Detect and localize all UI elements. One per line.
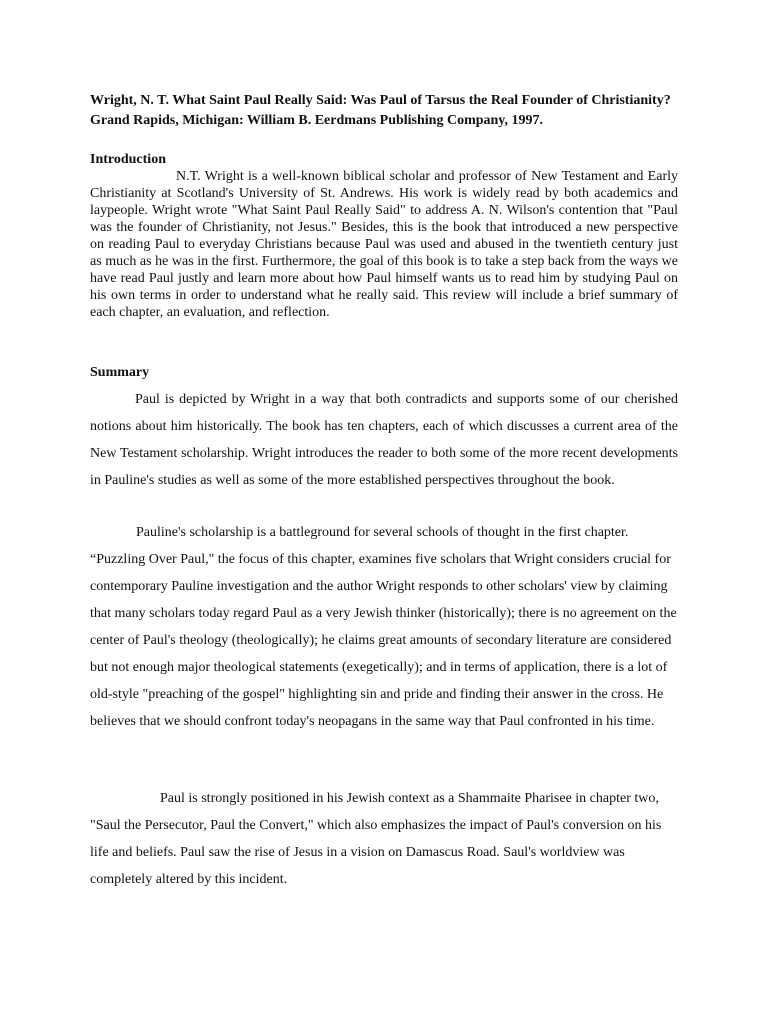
summary-paragraph-2: Pauline's scholarship is a battleground for several schools of thought in the first chapter. “Puzzling Over Paul," the focus of this chapter, examines five scholars that Wright considers crucial for contemporary Pauline investigation and the author Wright responds to other scholars' view by claiming that many scholars today regard Paul as a very Jewish thinker (historically); there is no agreement on the center of Paul's theology (theologically); he claims great amounts of secondary literature are considered but not enough major theological statements (exegetically); and in terms of application, there is a lot of old-style "preaching of the gospel" highlighting sin and pride and finding their answer in the cross. He believes that we should confront today's neopagans in the same way that Paul confronted in his time.	[90, 525, 677, 729]
summary-paragraph-1: Paul is depicted by Wright in a way that both contradicts and supports some of our cherished notions about him historically. The book has ten chapters, each of which discusses a current area of the New Testament scholarship. Wright introduces the reader to both some of the more recent developments in Pauline's studies as well as some of the more established perspectives throughout the book.	[90, 392, 678, 488]
summary-paragraph-3: Paul is strongly positioned in his Jewish context as a Shammaite Pharisee in chapter two, "Saul the Persecutor, Paul the Convert," which also emphasizes the impact of Paul's conversion on his life and beliefs. Paul saw the rise of Jesus in a vision on Damascus Road. Saul's worldview was completely altered by this incident.	[90, 791, 662, 887]
introduction-paragraph: N.T. Wright is a well-known biblical scholar and professor of New Testament and Early Christianity at Scotland's University of St. Andrews. His work is widely read by both academics and laypeople. Wright wrote "What Saint Paul Really Said" to address A. N. Wilson's contention that "Paul was the founder of Christianity, not Jesus." Besides, this is the book that introduced a new perspective on reading Paul to everyday Christians because Paul was used and abused in the twentieth century just as much as he was in the first. Furthermore, the goal of this book is to take a step back from the ways we have read Paul justly and learn more about how Paul himself wants us to read him by studying Paul on his own terms in order to understand what he really said. This review will include a brief summary of each chapter, an evaluation, and reflection.	[90, 169, 678, 320]
book-citation: Wright, N. T. What Saint Paul Really Said: Was Paul of Tarsus the Real Founder of Christianity? Grand Rapids, Michigan: William B. Eerdmans Publishing Company, 1997.	[90, 93, 671, 128]
introduction-heading: Introduction	[90, 152, 166, 167]
summary-heading: Summary	[90, 365, 150, 380]
